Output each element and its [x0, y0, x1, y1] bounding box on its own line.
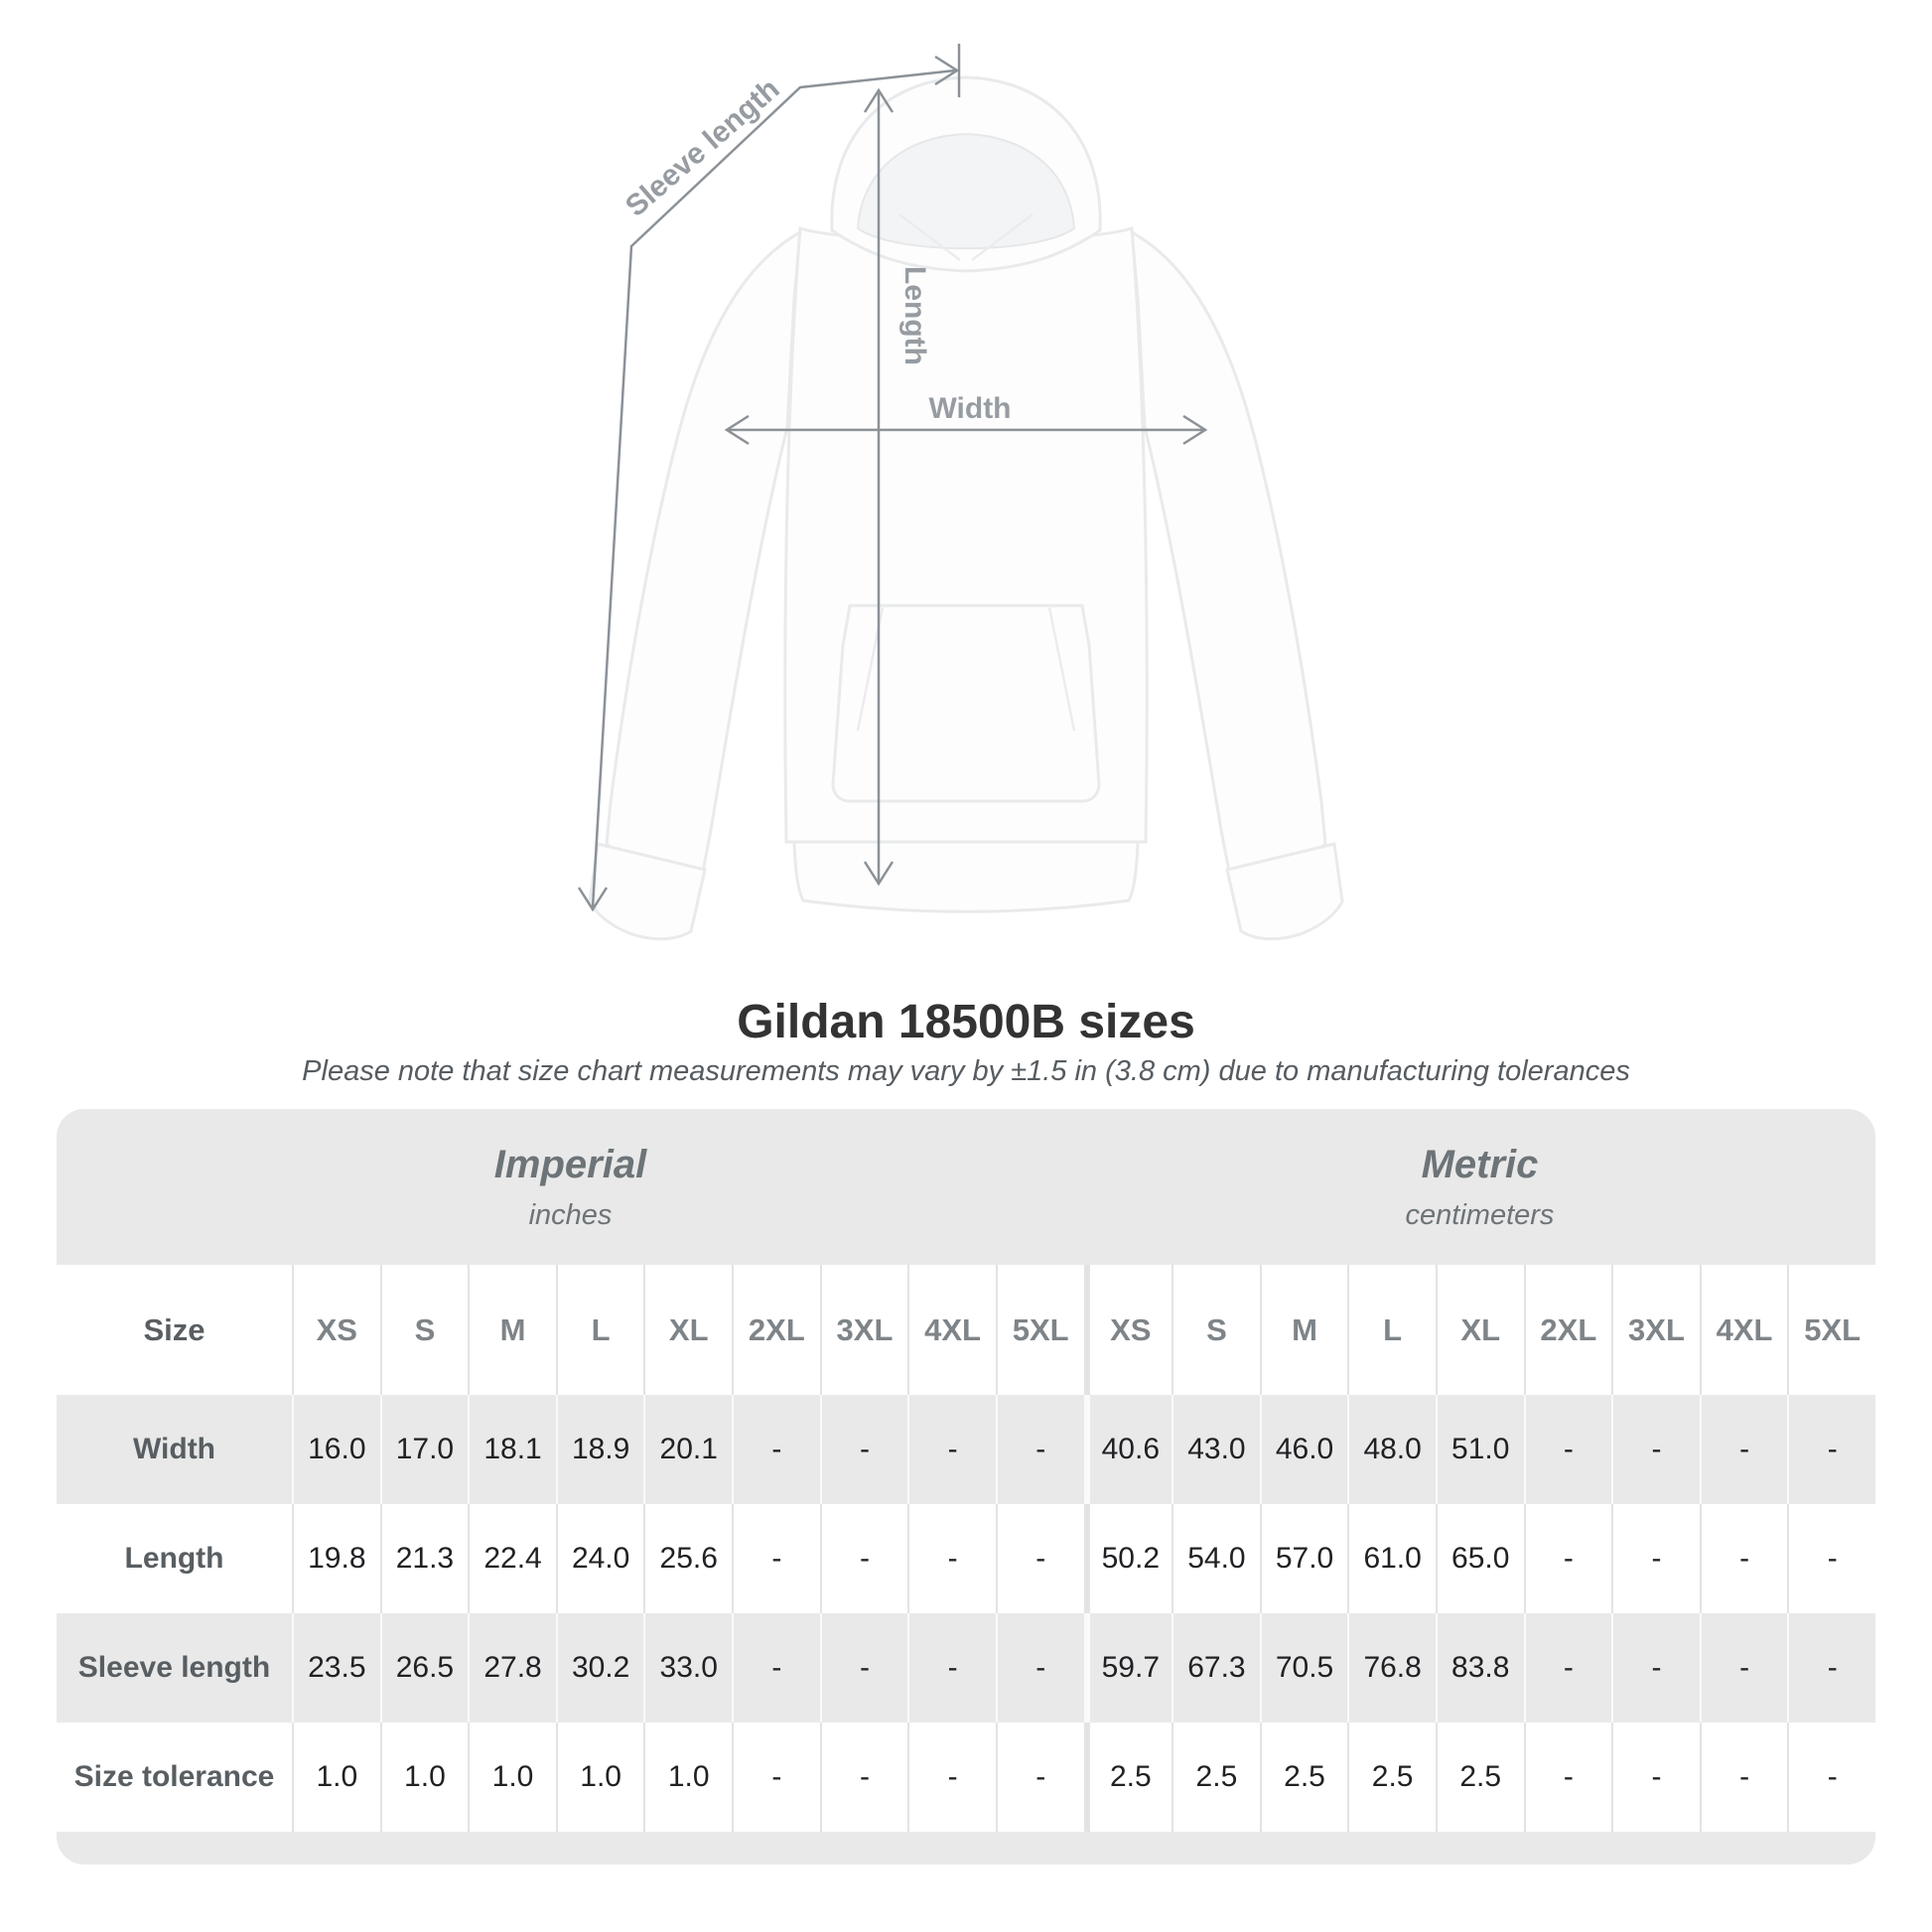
- cell-value-imperial: -: [996, 1723, 1084, 1832]
- metric-group-header: [1084, 1109, 1875, 1265]
- cell-value-metric: 51.0: [1436, 1395, 1524, 1504]
- cell-value-imperial: -: [907, 1723, 996, 1832]
- cell-value-imperial: 1.0: [380, 1723, 469, 1832]
- cell-value-metric: 65.0: [1436, 1504, 1524, 1613]
- cell-value-imperial: 1.0: [556, 1723, 644, 1832]
- cell-value-metric: -: [1787, 1504, 1875, 1613]
- cell-value-imperial: -: [820, 1504, 908, 1613]
- column-header-metric-m: M: [1260, 1265, 1348, 1395]
- cell-value-metric: -: [1611, 1613, 1700, 1723]
- cell-value-metric: -: [1524, 1504, 1612, 1613]
- column-header-metric-5xl: 5XL: [1787, 1265, 1875, 1395]
- cell-value-imperial: 33.0: [643, 1613, 732, 1723]
- cell-value-imperial: -: [996, 1395, 1084, 1504]
- cell-value-metric: -: [1524, 1723, 1612, 1832]
- column-header-metric-xs: XS: [1084, 1265, 1173, 1395]
- column-header-metric-2xl: 2XL: [1524, 1265, 1612, 1395]
- cell-value-metric: -: [1700, 1504, 1788, 1613]
- metric-group-title: Metric: [1421, 1142, 1539, 1186]
- cell-value-imperial: -: [907, 1395, 996, 1504]
- cell-value-metric: 2.5: [1260, 1723, 1348, 1832]
- cell-value-metric: 40.6: [1084, 1395, 1173, 1504]
- cell-value-imperial: -: [820, 1395, 908, 1504]
- hoodie-right-sleeve: [1132, 232, 1325, 875]
- cell-value-metric: -: [1611, 1723, 1700, 1832]
- imperial-group-header: [57, 1109, 1084, 1265]
- hoodie-left-sleeve: [607, 232, 800, 875]
- length-label: Length: [898, 266, 931, 365]
- cell-value-imperial: 20.1: [643, 1395, 732, 1504]
- cell-value-imperial: -: [820, 1723, 908, 1832]
- column-header-imperial-3xl: 3XL: [820, 1265, 908, 1395]
- cell-value-imperial: 27.8: [468, 1613, 556, 1723]
- table-body: [57, 1395, 1875, 1832]
- row-label: Size tolerance: [73, 1760, 275, 1793]
- cell-value-imperial: -: [820, 1613, 908, 1723]
- cell-value-imperial: 16.0: [292, 1395, 380, 1504]
- page-title: Gildan 18500B sizes: [737, 996, 1195, 1048]
- cell-value-metric: 50.2: [1084, 1504, 1173, 1613]
- cell-value-imperial: 1.0: [468, 1723, 556, 1832]
- column-header-metric-4xl: 4XL: [1700, 1265, 1788, 1395]
- cell-value-imperial: -: [732, 1723, 820, 1832]
- hoodie-pocket: [833, 606, 1099, 801]
- cell-value-imperial: 18.1: [468, 1395, 556, 1504]
- table-header-row: [57, 1265, 1875, 1395]
- cell-value-metric: 59.7: [1084, 1613, 1173, 1723]
- cell-value-imperial: 22.4: [468, 1504, 556, 1613]
- cell-value-metric: 54.0: [1172, 1504, 1260, 1613]
- cell-value-metric: 61.0: [1347, 1504, 1436, 1613]
- cell-value-imperial: 19.8: [292, 1504, 380, 1613]
- cell-value-metric: -: [1787, 1395, 1875, 1504]
- hoodie-hem: [794, 842, 1138, 911]
- cell-value-imperial: 25.6: [643, 1504, 732, 1613]
- cell-value-metric: 83.8: [1436, 1613, 1524, 1723]
- cell-value-metric: 67.3: [1172, 1613, 1260, 1723]
- cell-value-metric: -: [1787, 1613, 1875, 1723]
- cell-value-imperial: 17.0: [380, 1395, 469, 1504]
- cell-value-metric: 2.5: [1172, 1723, 1260, 1832]
- cell-value-metric: 57.0: [1260, 1504, 1348, 1613]
- cell-value-metric: 70.5: [1260, 1613, 1348, 1723]
- column-header-imperial-2xl: 2XL: [732, 1265, 820, 1395]
- sleeve-length-label: Sleeve length: [619, 71, 786, 223]
- cell-value-metric: -: [1787, 1723, 1875, 1832]
- hoodie-illustration: [590, 77, 1342, 939]
- width-label: Width: [928, 392, 1012, 425]
- column-header-imperial-xs: XS: [292, 1265, 380, 1395]
- unit-group-header: [57, 1109, 1875, 1265]
- column-header-imperial-m: M: [468, 1265, 556, 1395]
- cell-value-imperial: 21.3: [380, 1504, 469, 1613]
- cell-value-metric: 46.0: [1260, 1395, 1348, 1504]
- column-header-metric-l: L: [1347, 1265, 1436, 1395]
- metric-group-unit: centimeters: [1405, 1198, 1555, 1231]
- column-header-metric-3xl: 3XL: [1611, 1265, 1700, 1395]
- cell-value-metric: -: [1700, 1723, 1788, 1832]
- column-header-metric-xl: XL: [1436, 1265, 1524, 1395]
- cell-value-imperial: -: [907, 1504, 996, 1613]
- cell-value-imperial: 26.5: [380, 1613, 469, 1723]
- cell-value-imperial: -: [732, 1395, 820, 1504]
- column-header-size: Size: [143, 1311, 206, 1347]
- imperial-group-title: Imperial: [493, 1142, 647, 1186]
- column-header-imperial-xl: XL: [643, 1265, 732, 1395]
- cell-value-imperial: 1.0: [643, 1723, 732, 1832]
- cell-value-metric: -: [1524, 1395, 1612, 1504]
- table-row-length: [57, 1504, 1875, 1613]
- cell-value-metric: 2.5: [1084, 1723, 1173, 1832]
- cell-value-metric: 48.0: [1347, 1395, 1436, 1504]
- table-row-sleeve-length: [57, 1613, 1875, 1723]
- cell-value-imperial: 23.5: [292, 1613, 380, 1723]
- table-row-width: [57, 1395, 1875, 1504]
- cell-value-imperial: 1.0: [292, 1723, 380, 1832]
- cell-value-metric: 2.5: [1347, 1723, 1436, 1832]
- cell-value-metric: -: [1700, 1613, 1788, 1723]
- cell-value-imperial: -: [907, 1613, 996, 1723]
- column-header-imperial-5xl: 5XL: [996, 1265, 1084, 1395]
- tolerance-note: Please note that size chart measurements may vary by ±1.5 in (3.8 cm) due to manufacturing tolerances: [302, 1055, 1630, 1087]
- size-chart-table: [57, 1109, 1875, 1864]
- cell-value-imperial: 30.2: [556, 1613, 644, 1723]
- cell-value-imperial: 18.9: [556, 1395, 644, 1504]
- row-label: Length: [124, 1542, 224, 1575]
- cell-value-metric: -: [1700, 1395, 1788, 1504]
- cell-value-metric: -: [1524, 1613, 1612, 1723]
- cell-value-imperial: 24.0: [556, 1504, 644, 1613]
- imperial-group-unit: inches: [528, 1198, 613, 1231]
- column-header-metric-s: S: [1172, 1265, 1260, 1395]
- column-header-imperial-4xl: 4XL: [907, 1265, 996, 1395]
- column-header-imperial-s: S: [380, 1265, 469, 1395]
- cell-value-metric: -: [1611, 1504, 1700, 1613]
- cell-value-metric: -: [1611, 1395, 1700, 1504]
- cell-value-imperial: -: [996, 1613, 1084, 1723]
- column-header-imperial-l: L: [556, 1265, 644, 1395]
- cell-value-metric: 76.8: [1347, 1613, 1436, 1723]
- row-label: Sleeve length: [77, 1651, 271, 1684]
- cell-value-imperial: -: [732, 1613, 820, 1723]
- table-row-size-tolerance: [57, 1723, 1875, 1832]
- cell-value-imperial: -: [996, 1504, 1084, 1613]
- row-label: Width: [132, 1433, 216, 1465]
- cell-value-imperial: -: [732, 1504, 820, 1613]
- cell-value-metric: 2.5: [1436, 1723, 1524, 1832]
- cell-value-metric: 43.0: [1172, 1395, 1260, 1504]
